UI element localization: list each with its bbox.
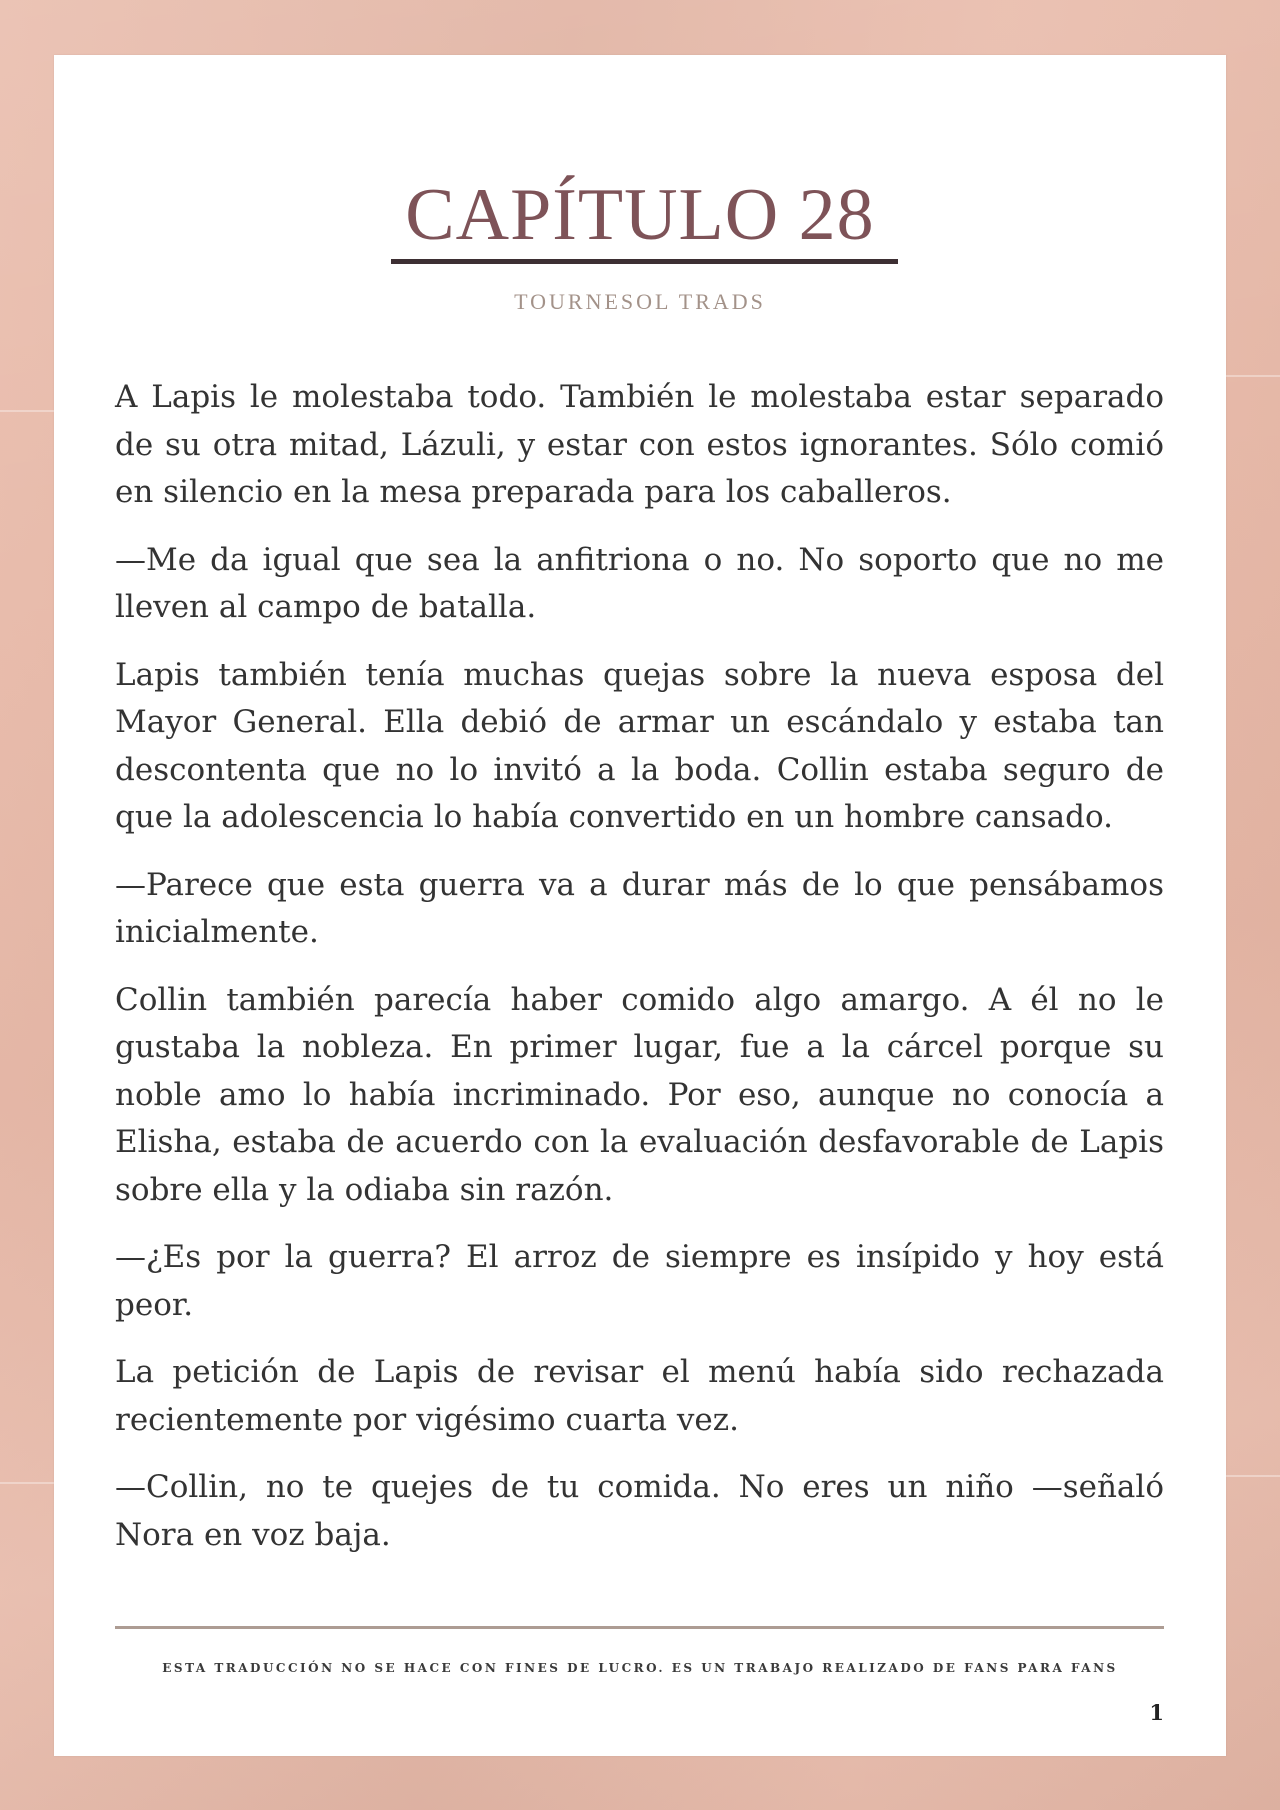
paragraph: A Lapis le molestaba todo. También le molestaba estar separado de su otra mitad, Lázuli, y estar con estos ignorantes. Sólo comió en silencio en la mesa preparada para los caballeros.: [115, 379, 1164, 510]
chapter-body: [115, 374, 1164, 1579]
title-underline: [391, 259, 898, 264]
paragraph: Lapis también tenía muchas quejas sobre la nueva esposa del Mayor General. Ella debió de armar un escándalo y estaba tan descontenta que no lo invitó a la boda. Collin estaba seguro de que la adolescencia lo había convertido en un hombre cansado.: [115, 656, 1164, 835]
paragraph: Collin también parecía haber comido algo amargo. A él no le gustaba la nobleza. En primer lugar, fue a la cárcel porque su noble amo lo había incriminado. Por eso, aunque no conocía a Elisha, estaba de acuerdo con la evaluación desfavorable de Lapis sobre ella y la odiaba sin razón.: [115, 981, 1164, 1208]
paragraph: La petición de Lapis de revisar el menú había sido rechazada recientemente por vigésimo cuarta vez.: [115, 1354, 1164, 1438]
paragraph: —Me da igual que sea la anfitriona o no. No soporto que no me lleven al campo de batalla.: [115, 541, 1164, 625]
paper-crease: [1226, 1475, 1280, 1477]
footer-divider: [115, 1626, 1164, 1629]
paragraph: —Collin, no te quejes de tu comida. No eres un niño —señaló Nora en voz baja.: [115, 1469, 1164, 1553]
paper-crease: [0, 1482, 54, 1484]
translator-credit: TOURNESOL TRADS: [514, 289, 766, 314]
paper-crease: [0, 410, 54, 412]
paragraph: —¿Es por la guerra? El arroz de siempre es insípido y hoy está peor.: [115, 1239, 1164, 1323]
disclaimer-note: ESTA TRADUCCIÓN NO SE HACE CON FINES DE LUCRO. ES UN TRABAJO REALIZADO DE FANS PARA FANS: [162, 1661, 1118, 1675]
paragraph: —Parece que esta guerra va a durar más de lo que pensábamos inicialmente.: [115, 866, 1164, 950]
paper-crease: [1226, 375, 1280, 377]
document-page: [54, 55, 1226, 1756]
chapter-title: CAPÍTULO 28: [405, 174, 875, 256]
page-number: 1: [1149, 1700, 1164, 1725]
